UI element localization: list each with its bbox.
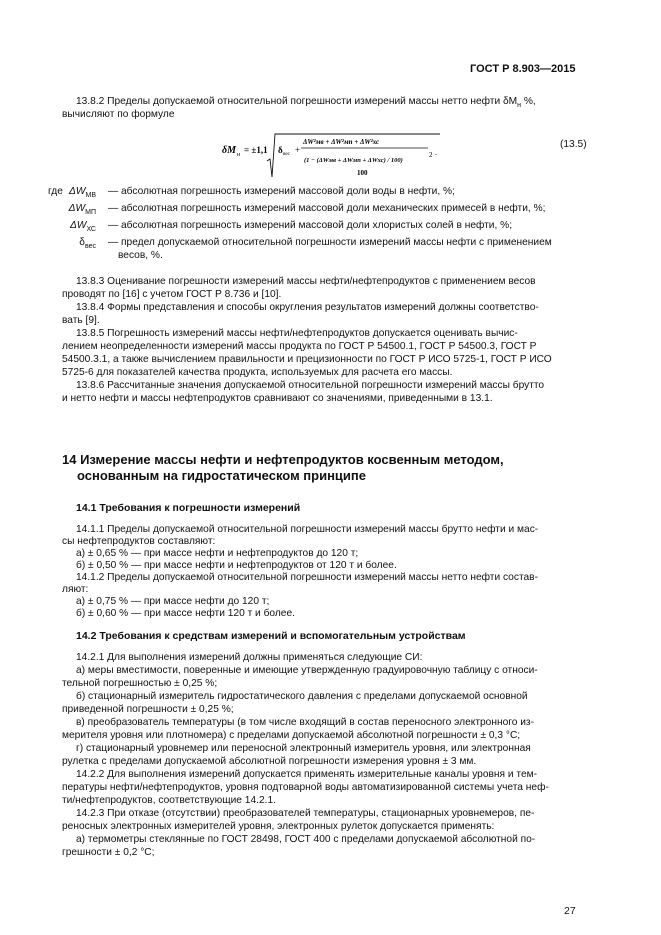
paragraph-13-8-2: 13.8.2 Пределы допускаемой относительной погрешности измерений массы нетто нефти $\delta M_н$ %, [76, 96, 536, 110]
formula-hundred: 100 [357, 169, 368, 177]
formula-number: (13.5) [560, 139, 587, 150]
page-number: 27 [564, 905, 576, 917]
list-item-14-1-2-a: а) ± 0,75 % — при массе нефти до 120 т; [76, 596, 270, 607]
paragraph-14-1-1-cont: сы нефтепродуктов составляют: [62, 536, 216, 547]
list-item-14-2-3-a: а) термометры стеклянные по ГОСТ 28498, ГОСТ 400 с пределами допускаемой абсолютной по- [76, 834, 536, 845]
formula-graphic [222, 131, 442, 181]
list-item-14-2-1-b-cont: приведенной погрешности ± 0,25 %; [62, 704, 234, 715]
list-item-14-2-1-b: б) стационарный измеритель гидростатического давления с пределами допускаемой основной [76, 691, 528, 702]
paragraph-13-8-5: 13.8.5 Погрешность измерений массы нефти/нефтепродуктов допускается оценивать вычис- [76, 328, 518, 339]
paragraph-13-8-6: 13.8.6 Рассчитанные значения допускаемой относительной погрешности измерений массы брутто [76, 380, 545, 391]
list-item-14-2-1-a-cont: тельной погрешностью ± 0,25 %; [62, 678, 218, 689]
paragraph-14-2-1: 14.2.1 Для выполнения измерений должны применяться следующие СИ: [76, 652, 423, 663]
def-text-mp: — абсолютная погрешность измерений массовой доли механических примесей в нефти, %; [108, 203, 546, 214]
paragraph-13-8-2-cont: вычисляют по формуле [62, 109, 175, 120]
list-item-14-2-1-d: г) стационарный уровнемер или переносной электронный измеритель уровня, или электронная [76, 743, 531, 754]
paragraph-13-8-5-l2: лением неопределенности измерений массы продукта по ГОСТ Р 54500.1, ГОСТ Р 54500.3, ГОСТ Р [62, 341, 537, 352]
formula-eq: = ±1,1 [244, 145, 268, 155]
section-14-1-heading: 14.1 Требования к погрешности измерений [76, 502, 301, 514]
list-item-14-1-1-a: а) ± 0,65 % — при массе нефти и нефтепродуктов до 120 т; [76, 548, 359, 559]
list-item-14-1-2-b: б) ± 0,60 % — при массе нефти 120 т и более. [76, 608, 295, 619]
paragraph-13-8-5-l4: 5725-6 для показателей качества продукта, используемых для расчета его массы. [62, 367, 453, 378]
paragraph-14-1-2-cont: ляют: [62, 584, 89, 595]
section-14-title-line2: основанным на гидростатическом принципе [77, 468, 366, 483]
document-id-header: ГОСТ Р 8.903—2015 [470, 63, 576, 75]
paragraph-14-1-1: 14.1.1 Пределы допускаемой относительной погрешности измерений массы брутто нефти и мас- [76, 524, 539, 535]
def-text-mv: — абсолютная погрешность измерений массовой доли воды в нефти, %; [108, 186, 455, 197]
paragraph-13-8-3: 13.8.3 Оценивание погрешности измерений массы нефти/нефтепродуктов с применением весов [76, 276, 536, 287]
paragraph-14-2-3: 14.2.3 При отказе (отсутствии) преобразователей температуры, стационарных уровнемеров, пе- [76, 808, 535, 819]
formula-delta-vec-sub: вес [283, 152, 290, 157]
paragraph-14-2-2-l2: пературы нефти/нефтепродуктов, уровня подтоварной воды автоматизированной системы учета неф- [62, 782, 549, 793]
section-14-title-line1: 14 Измерение массы нефти и нефтепродуктов косвенным методом, [62, 452, 504, 467]
list-item-14-2-1-c-cont: мерителя уровня или плотномера) с пределами допускаемой абсолютной погрешности ± 0,3 °C; [62, 730, 521, 741]
formula-13-5 [222, 131, 442, 181]
paragraph-13-8-3-cont: проводят по [16] с учетом ГОСТ Р 8.736 и [10]. [62, 289, 282, 300]
list-item-14-2-1-a: а) меры вместимости, поверенные и имеющие утвержденную градуировочную таблицу с относи- [76, 665, 538, 676]
paragraph-13-8-6-cont: и нетто нефти и массы нефтепродуктов сравнивают со значениями, приведенными в 13.1. [62, 393, 493, 404]
def-text-ves-cont: весов, %. [118, 250, 163, 261]
svg-text:.: . [435, 148, 437, 157]
formula-lhs-sub: н [237, 152, 241, 158]
def-text-hs: — абсолютная погрешность измерений массовой доли хлористых солей в нефти, %; [108, 220, 513, 231]
def-sym-hs: $\Delta W_{ХС}$ [70, 220, 96, 234]
paragraph-14-2-2: 14.2.2 Для выполнения измерений допускается применять измерительные каналы уровня и тем- [76, 769, 538, 780]
formula-numerator: ΔW²мв + ΔW²мп + ΔW²хс [303, 138, 380, 146]
paragraph-14-1-2: 14.1.2 Пределы допускаемой относительной погрешности измерений массы нетто нефти состав- [76, 572, 538, 583]
formula-delta-vec: δ [278, 145, 283, 155]
formula-lhs: δM [222, 145, 237, 156]
defs-intro: где [48, 186, 63, 197]
paragraph-14-2-2-l3: ти/нефтепродуктов, соответствующие 14.2.1. [62, 795, 276, 806]
def-sym-mp: $\Delta W_{МП}$ [68, 203, 96, 217]
def-sym-ves: $\delta_{вес}$ [79, 237, 96, 251]
section-14-2-heading: 14.2 Требования к средствам измерений и вспомогательным устройствам [76, 630, 466, 642]
paragraph-14-2-3-cont: реносных электронных измерителей уровня, электронных рулеток допускается применять: [62, 821, 495, 832]
list-item-14-2-1-d-cont: рулетка с пределами допускаемой абсолютной погрешности измерения уровня ± 3 мм. [62, 756, 477, 767]
list-item-14-1-1-b: б) ± 0,50 % — при массе нефти и нефтепродуктов от 120 т и более. [76, 560, 397, 571]
paragraph-13-8-5-l3: 54500.3.1, а также вычислением правильности и прецизионности по ГОСТ Р ИСО 5725-1, ГОСТ Р ИСО [62, 354, 552, 365]
paragraph-13-8-4: 13.8.4 Формы представления и способы округления результатов измерений должны соответство- [76, 302, 539, 313]
svg-text:2: 2 [429, 151, 433, 159]
svg-text:+: + [295, 145, 301, 155]
list-item-14-2-3-a-cont: грешности ± 0,2 °C; [62, 847, 155, 858]
formula-denominator: (1 − (ΔWмв + ΔWмп + ΔWхс) / 100) [304, 157, 403, 164]
section-14-heading [62, 452, 582, 484]
paragraph-13-8-4-cont: вать [9]. [62, 315, 100, 326]
def-sym-mv: $\Delta W_{МВ}$ [69, 186, 96, 200]
list-item-14-2-1-c: в) преобразователь температуры (в том числе входящий в состав переносного электронного из- [76, 717, 534, 728]
def-text-ves: — предел допускаемой относительной погрешности измерений массы нефти с применением [108, 237, 552, 248]
